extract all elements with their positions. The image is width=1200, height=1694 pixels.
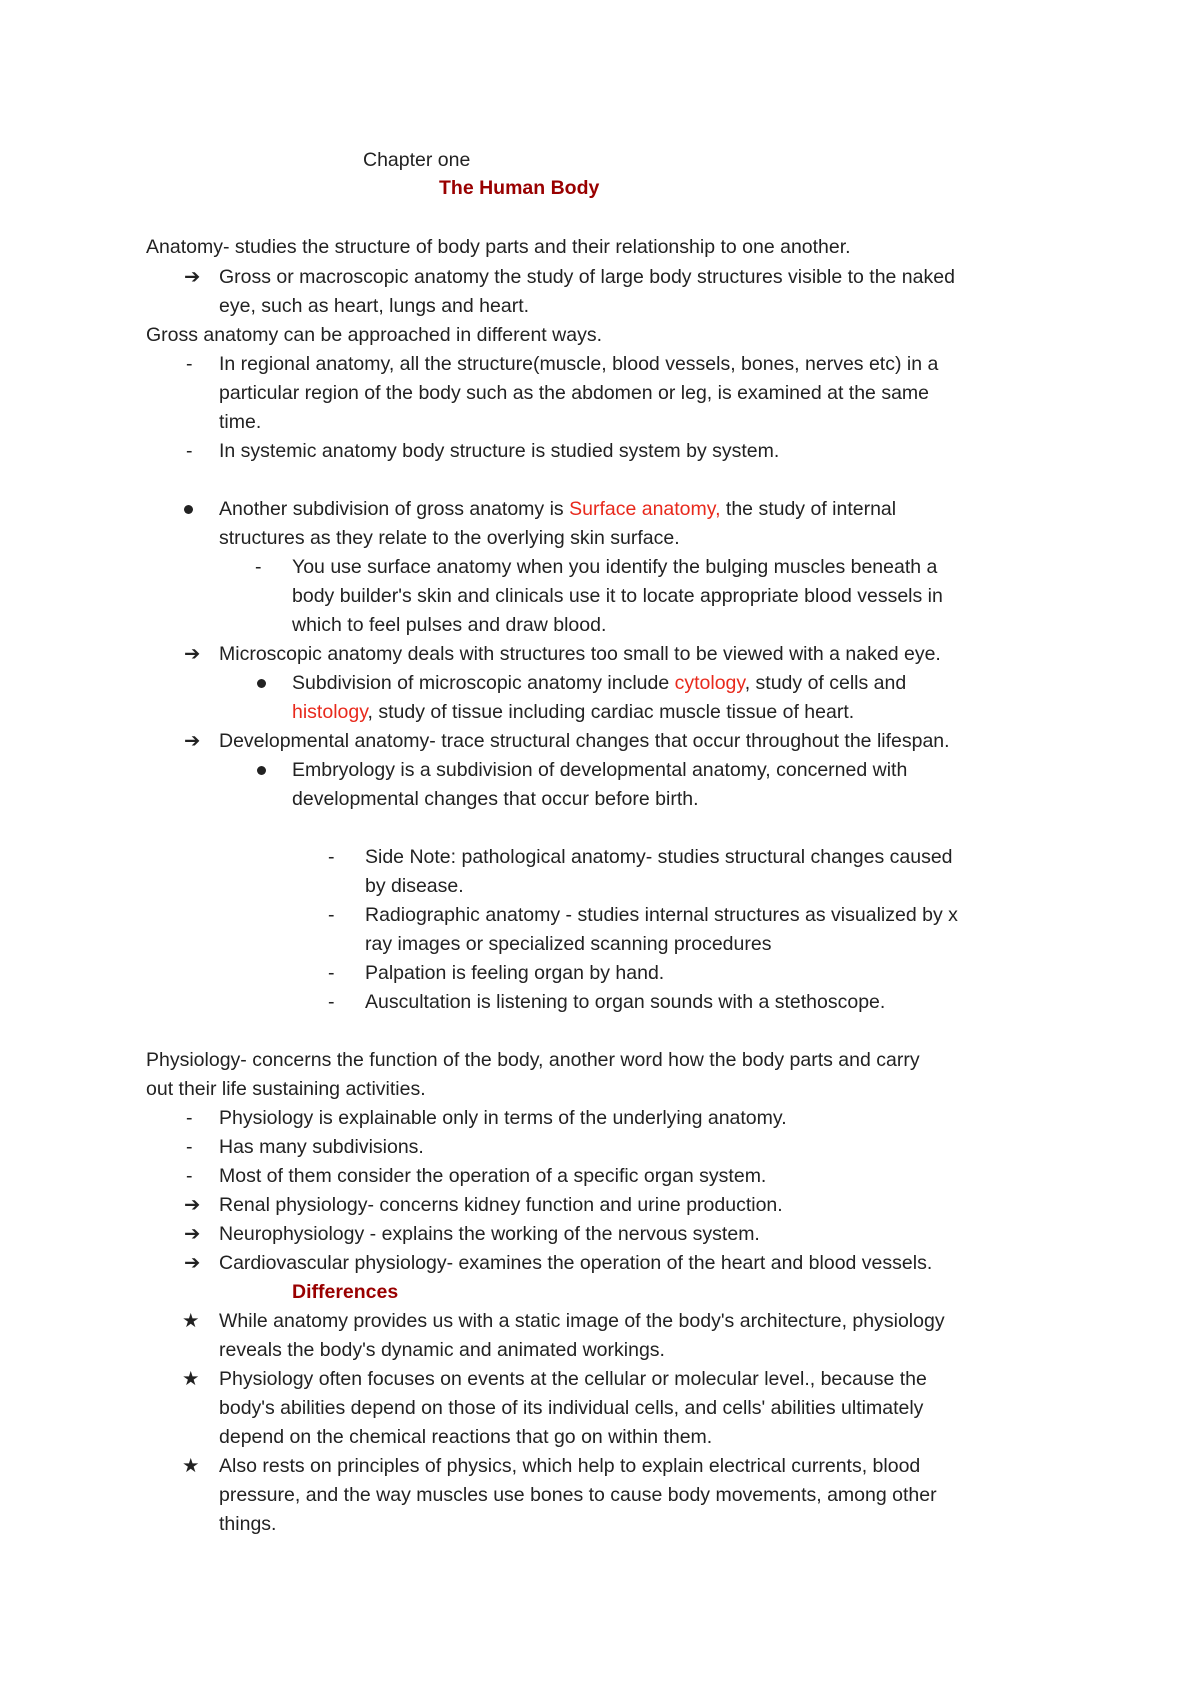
gross-anatomy-line-2: eye, such as heart, lungs and heart. [219,295,530,317]
dash-bullet: - [186,353,193,375]
star-bullet: ★ [182,1368,200,1390]
dash-bullet: - [186,1165,193,1187]
difference-2-line-1: Physiology often focuses on events at the cellular or molecular level., because the [219,1368,927,1390]
side-note-line-1: Side Note: pathological anatomy- studies structural changes caused [365,846,953,868]
gross-anatomy-line-1: Gross or macroscopic anatomy the study of large body structures visible to the naked [219,266,955,288]
renal-physiology-text: Renal physiology- concerns kidney function and urine production. [219,1194,783,1216]
regional-anatomy-line-2: particular region of the body such as the abdomen or leg, is examined at the same [219,382,929,404]
histology-term: histology [292,701,368,723]
chapter-label: Chapter one [363,149,471,171]
physiology-definition-line-2: out their life sustaining activities. [146,1078,426,1100]
bullet-dot [257,669,266,698]
anatomy-definition: Anatomy- studies the structure of body parts and their relationship to one another. [146,236,851,258]
arrow-bullet: ➔ [184,1194,201,1216]
difference-3-line-2: pressure, and the way muscles use bones to cause body movements, among other [219,1484,937,1506]
arrow-bullet: ➔ [184,643,201,665]
physiology-item-2: Has many subdivisions. [219,1136,424,1158]
systemic-anatomy-text: In systemic anatomy body structure is studied system by system. [219,440,780,462]
physiology-definition-line-1: Physiology- concerns the function of the body, another word how the body parts and carry [146,1049,920,1071]
dash-bullet: - [186,440,193,462]
dash-bullet: - [328,962,335,984]
physiology-item-1: Physiology is explainable only in terms of the underlying anatomy. [219,1107,787,1129]
embryology-line-1: Embryology is a subdivision of developmental anatomy, concerned with [292,759,908,781]
regional-anatomy-line-3: time. [219,411,262,433]
dash-bullet: - [328,991,335,1013]
auscultation-text: Auscultation is listening to organ sounds with a stethoscope. [365,991,886,1013]
dash-bullet: - [255,556,262,578]
difference-1-line-1: While anatomy provides us with a static image of the body's architecture, physiology [219,1310,945,1332]
difference-3-line-1: Also rests on principles of physics, which help to explain electrical currents, blood [219,1455,921,1477]
dash-bullet: - [328,846,335,868]
page-title: The Human Body [439,177,600,199]
radiographic-line-2: ray images or specialized scanning procedures [365,933,772,955]
surface-anatomy-term: Surface anatomy, [569,498,721,520]
dash-bullet: - [328,904,335,926]
bullet-dot [184,495,193,524]
difference-2-line-2: body's abilities depend on those of its individual cells, and cells' abilities ultimately [219,1397,924,1419]
microscopic-subdivision-line-1: Subdivision of microscopic anatomy include cytology, study of cells and [292,672,907,694]
microscopic-anatomy-text: Microscopic anatomy deals with structures too small to be viewed with a naked eye. [219,643,941,665]
surface-anatomy-line-1: Another subdivision of gross anatomy is Surface anatomy, the study of internal [219,498,897,520]
surface-anatomy-line-2: structures as they relate to the overlying skin surface. [219,527,680,549]
arrow-bullet: ➔ [184,730,201,752]
arrow-bullet: ➔ [184,1252,201,1274]
dash-bullet: - [186,1107,193,1129]
neurophysiology-text: Neurophysiology - explains the working of the nervous system. [219,1223,760,1245]
star-bullet: ★ [182,1455,200,1477]
surface-use-line-3: which to feel pulses and draw blood. [292,614,607,636]
differences-heading: Differences [292,1281,399,1303]
difference-3-line-3: things. [219,1513,277,1535]
cytology-term: cytology [674,672,745,694]
regional-anatomy-line-1: In regional anatomy, all the structure(muscle, blood vessels, bones, nerves etc) in a [219,353,939,375]
bullet-dot [257,756,266,785]
embryology-line-2: developmental changes that occur before birth. [292,788,699,810]
cardiovascular-physiology-text: Cardiovascular physiology- examines the operation of the heart and blood vessels. [219,1252,933,1274]
palpation-text: Palpation is feeling organ by hand. [365,962,665,984]
arrow-bullet: ➔ [184,266,201,288]
gross-approach-text: Gross anatomy can be approached in different ways. [146,324,602,346]
difference-1-line-2: reveals the body's dynamic and animated workings. [219,1339,665,1361]
developmental-anatomy-text: Developmental anatomy- trace structural changes that occur throughout the lifespan. [219,730,950,752]
microscopic-subdivision-line-2: histology, study of tissue including cardiac muscle tissue of heart. [292,701,855,723]
radiographic-line-1: Radiographic anatomy - studies internal structures as visualized by x [365,904,958,926]
surface-use-line-2: body builder's skin and clinicals use it to locate appropriate blood vessels in [292,585,943,607]
physiology-item-3: Most of them consider the operation of a specific organ system. [219,1165,767,1187]
arrow-bullet: ➔ [184,1223,201,1245]
surface-use-line-1: You use surface anatomy when you identify the bulging muscles beneath a [292,556,938,578]
star-bullet: ★ [182,1310,200,1332]
side-note-line-2: by disease. [365,875,464,897]
difference-2-line-3: depend on the chemical reactions that go on within them. [219,1426,713,1448]
dash-bullet: - [186,1136,193,1158]
